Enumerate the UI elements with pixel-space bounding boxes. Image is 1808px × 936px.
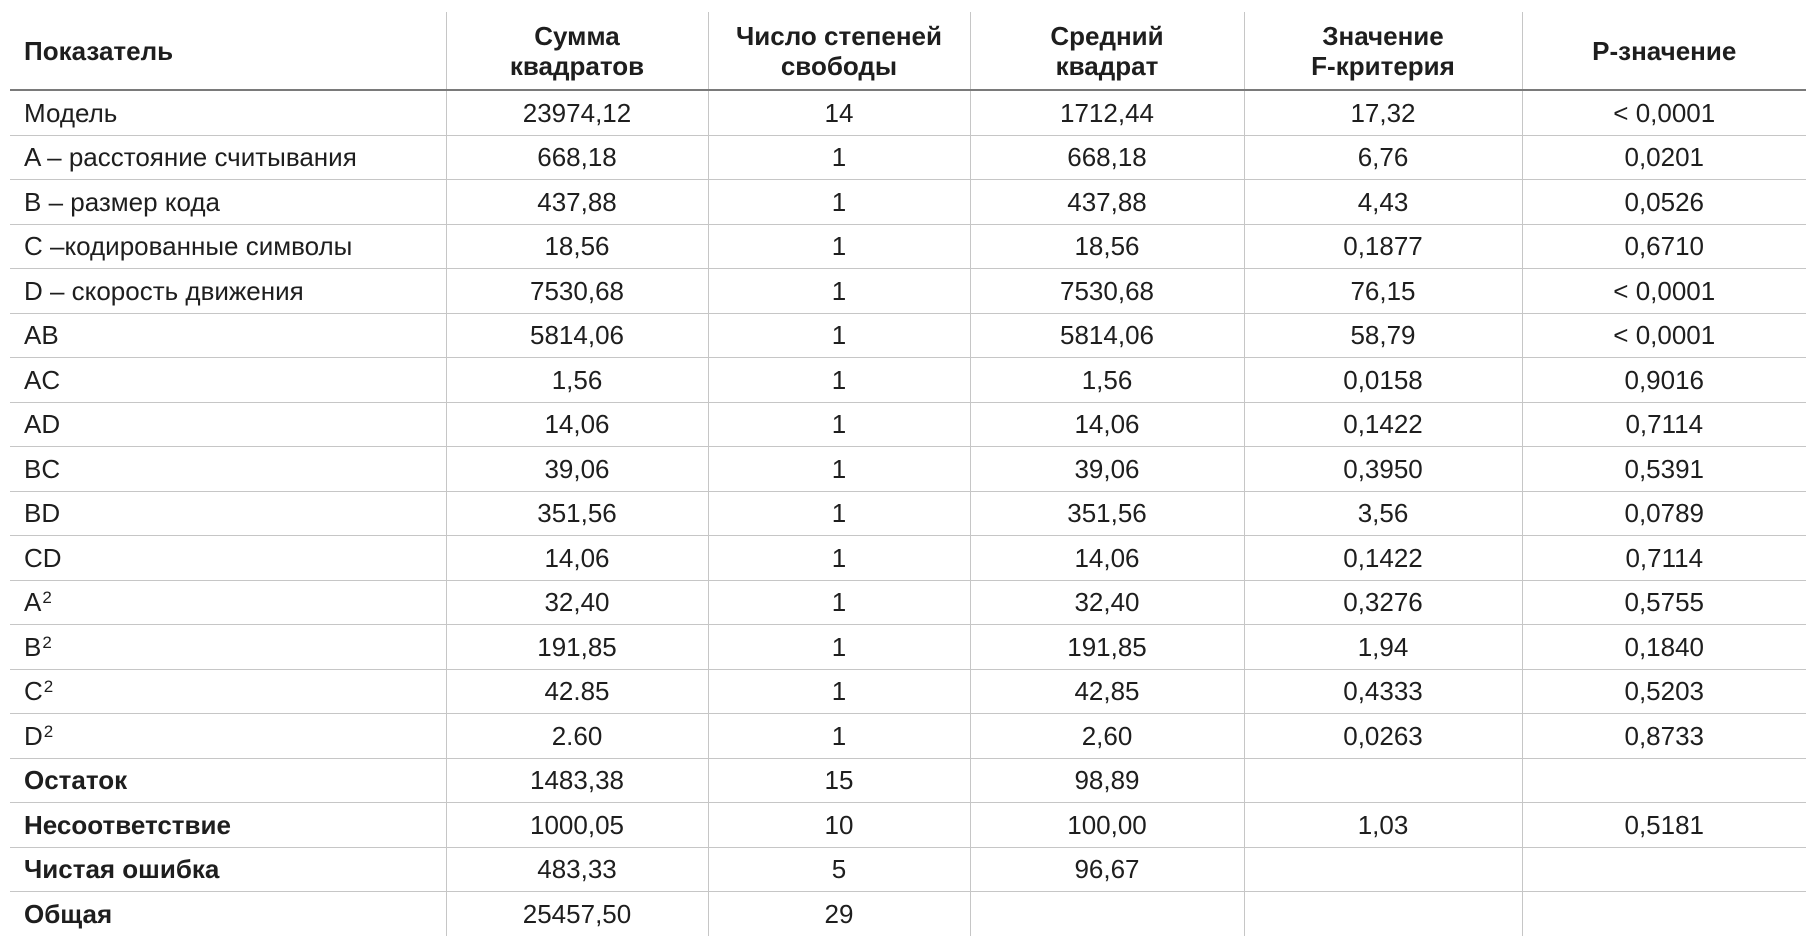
row-label: Общая (24, 898, 113, 929)
header-indicator: Показатель (10, 12, 446, 90)
header-row (10, 12, 1806, 90)
sum-of-squares-cell: 437,88 (446, 180, 708, 225)
df-cell: 1 (708, 491, 970, 536)
mean-square-cell: 5814,06 (970, 313, 1244, 358)
table-row (10, 224, 1806, 269)
sum-of-squares-cell: 2.60 (446, 714, 708, 759)
f-value-cell: 0,0263 (1244, 714, 1522, 759)
df-cell: 1 (708, 135, 970, 180)
df-cell: 1 (708, 669, 970, 714)
row-label: Модель (24, 97, 118, 128)
sum-of-squares-cell: 7530,68 (446, 269, 708, 314)
mean-square-cell: 1712,44 (970, 90, 1244, 135)
p-value-cell: 0,8733 (1522, 714, 1806, 759)
f-value-cell: 58,79 (1244, 313, 1522, 358)
table-row (10, 580, 1806, 625)
row-label-cell (10, 536, 446, 581)
sum-of-squares-cell: 25457,50 (446, 892, 708, 936)
df-cell: 1 (708, 402, 970, 447)
p-value-cell: 0,7114 (1522, 402, 1806, 447)
row-label-exponent: 2 (43, 721, 54, 741)
table-row (10, 669, 1806, 714)
table-row (10, 625, 1806, 670)
row-label-cell (10, 758, 446, 803)
mean-square-cell: 14,06 (970, 402, 1244, 447)
row-label-exponent: 2 (43, 677, 54, 697)
p-value-cell: 0,7114 (1522, 536, 1806, 581)
df-cell: 1 (708, 313, 970, 358)
df-cell: 1 (708, 358, 970, 403)
sum-of-squares-cell: 1000,05 (446, 803, 708, 848)
f-value-cell: 0,3950 (1244, 447, 1522, 492)
row-label-cell (10, 625, 446, 670)
row-label-cell (10, 90, 446, 135)
table-row (10, 758, 1806, 803)
row-label: BC (24, 453, 61, 484)
p-value-cell (1522, 847, 1806, 892)
f-value-cell: 0,1877 (1244, 224, 1522, 269)
mean-square-cell: 32,40 (970, 580, 1244, 625)
row-label-cell (10, 180, 446, 225)
row-label-cell (10, 847, 446, 892)
table-row (10, 491, 1806, 536)
row-label-cell (10, 892, 446, 936)
mean-square-cell: 191,85 (970, 625, 1244, 670)
row-label-cell (10, 313, 446, 358)
row-label-exponent: 2 (42, 588, 52, 608)
anova-table (10, 12, 1806, 936)
row-label: BD (24, 498, 61, 529)
table-body (10, 90, 1806, 936)
row-label: AD (24, 409, 61, 440)
sum-of-squares-cell: 14,06 (446, 402, 708, 447)
sum-of-squares-cell: 1483,38 (446, 758, 708, 803)
row-label: B – размер кода (24, 186, 221, 217)
mean-square-cell: 42,85 (970, 669, 1244, 714)
f-value-cell: 76,15 (1244, 269, 1522, 314)
mean-square-cell: 18,56 (970, 224, 1244, 269)
mean-square-cell: 39,06 (970, 447, 1244, 492)
df-cell: 1 (708, 714, 970, 759)
df-cell: 1 (708, 180, 970, 225)
sum-of-squares-cell: 351,56 (446, 491, 708, 536)
f-value-cell (1244, 892, 1522, 936)
table-row (10, 90, 1806, 135)
mean-square-cell: 1,56 (970, 358, 1244, 403)
p-value-cell: < 0,0001 (1522, 269, 1806, 314)
mean-square-cell: 14,06 (970, 536, 1244, 581)
row-label: AB (24, 320, 59, 351)
row-label: AC (24, 364, 61, 395)
row-label-cell (10, 135, 446, 180)
row-label: D – скорость движения (24, 275, 304, 306)
f-value-cell: 0,1422 (1244, 402, 1522, 447)
row-label: D (24, 720, 43, 751)
table-row (10, 847, 1806, 892)
p-value-cell: 0,5755 (1522, 580, 1806, 625)
sum-of-squares-cell: 483,33 (446, 847, 708, 892)
sum-of-squares-cell: 1,56 (446, 358, 708, 403)
mean-square-cell: 98,89 (970, 758, 1244, 803)
f-value-cell (1244, 758, 1522, 803)
df-cell: 10 (708, 803, 970, 848)
f-value-cell: 0,3276 (1244, 580, 1522, 625)
mean-square-cell: 668,18 (970, 135, 1244, 180)
row-label-cell (10, 447, 446, 492)
sum-of-squares-cell: 668,18 (446, 135, 708, 180)
p-value-cell: 0,0789 (1522, 491, 1806, 536)
sum-of-squares-cell: 32,40 (446, 580, 708, 625)
df-cell: 15 (708, 758, 970, 803)
row-label: Чистая ошибка (24, 854, 220, 885)
header-f-value: Значение F-критерия (1244, 12, 1522, 90)
p-value-cell: 0,0526 (1522, 180, 1806, 225)
row-label-exponent: 2 (42, 632, 52, 652)
row-label-cell (10, 803, 446, 848)
df-cell: 1 (708, 625, 970, 670)
row-label-cell (10, 491, 446, 536)
table-row (10, 135, 1806, 180)
table-row (10, 358, 1806, 403)
p-value-cell: 0,0201 (1522, 135, 1806, 180)
p-value-cell: < 0,0001 (1522, 313, 1806, 358)
sum-of-squares-cell: 39,06 (446, 447, 708, 492)
table-row (10, 402, 1806, 447)
p-value-cell (1522, 758, 1806, 803)
f-value-cell: 17,32 (1244, 90, 1522, 135)
header-p-value: P-значение (1522, 12, 1806, 90)
df-cell: 1 (708, 269, 970, 314)
f-value-cell: 1,03 (1244, 803, 1522, 848)
sum-of-squares-cell: 18,56 (446, 224, 708, 269)
df-cell: 1 (708, 536, 970, 581)
p-value-cell: 0,5181 (1522, 803, 1806, 848)
table-row (10, 313, 1806, 358)
mean-square-cell: 96,67 (970, 847, 1244, 892)
table-row (10, 892, 1806, 936)
f-value-cell: 0,0158 (1244, 358, 1522, 403)
mean-square-cell: 100,00 (970, 803, 1244, 848)
row-label-cell (10, 269, 446, 314)
row-label: Остаток (24, 765, 128, 796)
f-value-cell: 0,1422 (1244, 536, 1522, 581)
f-value-cell (1244, 847, 1522, 892)
mean-square-cell (970, 892, 1244, 936)
table-row (10, 180, 1806, 225)
mean-square-cell: 351,56 (970, 491, 1244, 536)
row-label-cell (10, 669, 446, 714)
p-value-cell: 0,5203 (1522, 669, 1806, 714)
f-value-cell: 6,76 (1244, 135, 1522, 180)
row-label: A (24, 587, 42, 618)
table-header (10, 12, 1806, 90)
df-cell: 1 (708, 447, 970, 492)
table-row (10, 714, 1806, 759)
mean-square-cell: 7530,68 (970, 269, 1244, 314)
sum-of-squares-cell: 23974,12 (446, 90, 708, 135)
table-row (10, 269, 1806, 314)
table-row (10, 536, 1806, 581)
row-label: C (24, 676, 43, 707)
anova-table-container (10, 12, 1806, 936)
df-cell: 14 (708, 90, 970, 135)
table-row (10, 803, 1806, 848)
row-label-cell (10, 224, 446, 269)
p-value-cell: < 0,0001 (1522, 90, 1806, 135)
f-value-cell: 4,43 (1244, 180, 1522, 225)
df-cell: 1 (708, 580, 970, 625)
df-cell: 29 (708, 892, 970, 936)
header-mean-square: Средний квадрат (970, 12, 1244, 90)
row-label: A – расстояние считывания (24, 142, 357, 173)
p-value-cell: 0,6710 (1522, 224, 1806, 269)
p-value-cell (1522, 892, 1806, 936)
sum-of-squares-cell: 42.85 (446, 669, 708, 714)
p-value-cell: 0,9016 (1522, 358, 1806, 403)
sum-of-squares-cell: 191,85 (446, 625, 708, 670)
p-value-cell: 0,1840 (1522, 625, 1806, 670)
mean-square-cell: 437,88 (970, 180, 1244, 225)
header-degrees-of-freedom: Число степеней свободы (708, 12, 970, 90)
row-label-cell (10, 580, 446, 625)
f-value-cell: 3,56 (1244, 491, 1522, 536)
table-row (10, 447, 1806, 492)
row-label: B (24, 631, 42, 662)
sum-of-squares-cell: 5814,06 (446, 313, 708, 358)
df-cell: 1 (708, 224, 970, 269)
df-cell: 5 (708, 847, 970, 892)
row-label-cell (10, 714, 446, 759)
header-sum-of-squares: Сумма квадратов (446, 12, 708, 90)
row-label: C –кодированные символы (24, 231, 353, 262)
row-label: Несоответствие (24, 809, 231, 840)
row-label-cell (10, 402, 446, 447)
row-label: CD (24, 542, 62, 573)
sum-of-squares-cell: 14,06 (446, 536, 708, 581)
f-value-cell: 1,94 (1244, 625, 1522, 670)
row-label-cell (10, 358, 446, 403)
p-value-cell: 0,5391 (1522, 447, 1806, 492)
mean-square-cell: 2,60 (970, 714, 1244, 759)
f-value-cell: 0,4333 (1244, 669, 1522, 714)
